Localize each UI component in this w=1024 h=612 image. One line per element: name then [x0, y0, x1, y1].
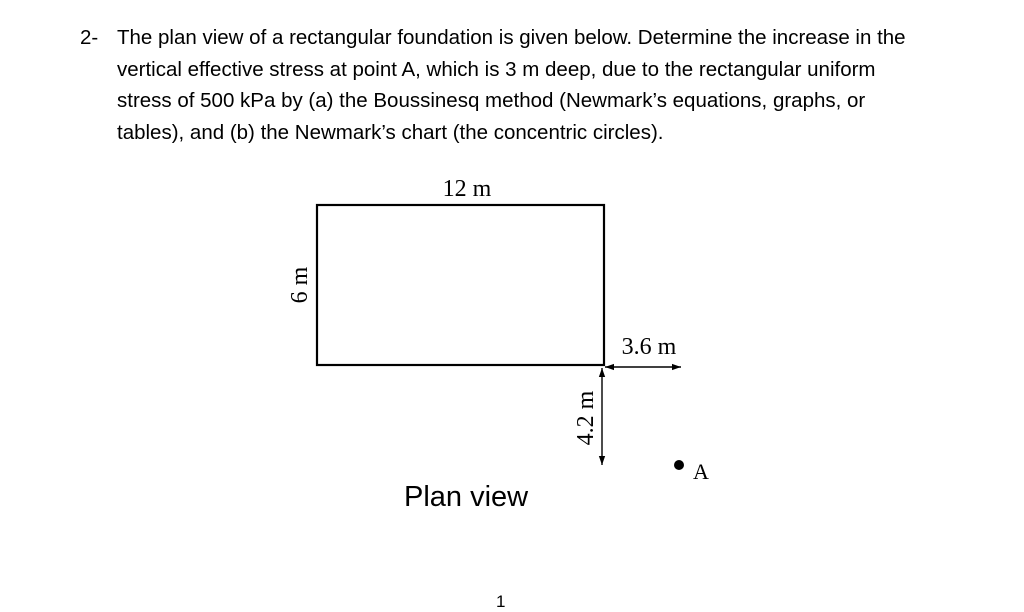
problem-line: vertical effective stress at point A, which is 3 m deep, due to the rectangular uniform: [117, 57, 876, 81]
problem-line: stress of 500 kPa by (a) the Boussinesq method (Newmark’s equations, graphs, or: [117, 89, 866, 112]
vertical-offset-label: 4.2 m: [573, 390, 599, 446]
problem-line: tables), and (b) the Newmark’s chart (the concentric circles).: [117, 120, 664, 144]
problem-number: 2-: [80, 26, 99, 49]
page-number: 1: [496, 592, 506, 611]
problem-line: The plan view of a rectangular foundation is given below. Determine the increase in the: [117, 26, 906, 49]
height-label: 6 m: [287, 266, 313, 304]
foundation-rectangle: [317, 205, 604, 365]
figure-caption: Plan view: [404, 481, 529, 513]
width-label: 12 m: [442, 176, 492, 202]
horizontal-offset-label: 3.6 m: [621, 334, 677, 360]
point-a-marker: [674, 460, 684, 470]
point-a-label: A: [693, 459, 709, 484]
